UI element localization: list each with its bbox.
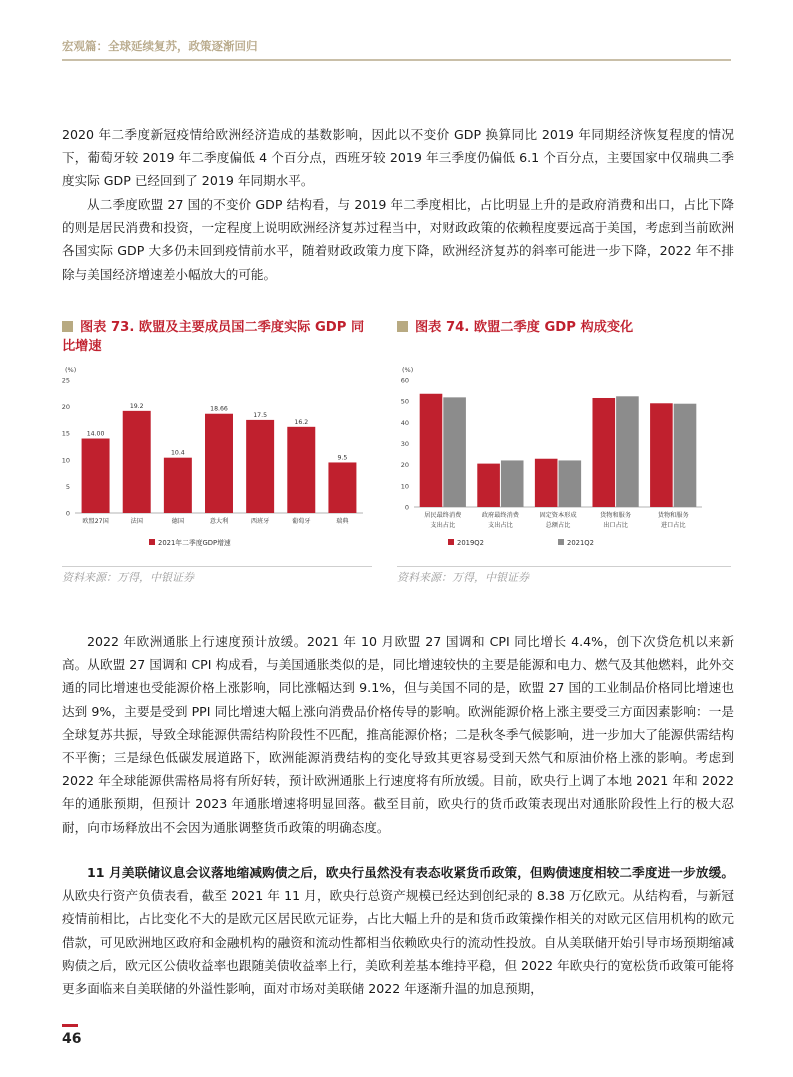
- chart-74-title: [397, 318, 727, 337]
- x-tick-label: 西班牙: [250, 518, 270, 525]
- chart-74: [390, 360, 730, 565]
- y-tick-label: 0: [65, 509, 70, 518]
- x-tick-label: 政府最终消费: [481, 512, 519, 519]
- legend-label: 2019Q2: [457, 539, 484, 547]
- chart-73-source: 资料来源：万得，中银证券: [62, 571, 194, 584]
- chart-73-source-divider: [62, 566, 372, 567]
- bar: [477, 464, 500, 507]
- paragraph-1: 2020 年二季度新冠疫情给欧洲经济造成的基数影响，因此以不变价 GDP 换算同比 2019 年同期经济恢复程度的情况下，葡萄牙较 2019 年二季度偏低 4 个百分点，西班牙较 2019 年三季度仍偏低 6.1 个百分点，主要国家中仅瑞典二季度实际 GDP 已经回到了 2019 年同期水平。: [62, 127, 734, 189]
- legend-swatch: [558, 539, 564, 545]
- x-tick-label: 进口占比: [660, 522, 686, 529]
- x-tick-label: 支出占比: [488, 522, 513, 529]
- y-tick-label: 20: [400, 461, 409, 470]
- data-label: 17.5: [253, 411, 268, 419]
- y-axis-unit-label: (%): [65, 366, 77, 374]
- chart-title-marker: [397, 321, 408, 332]
- chart-73-title-line2: 比增速: [62, 339, 102, 354]
- legend-label: 2021Q2: [567, 539, 594, 547]
- chart-74-source: 资料来源：万得，中银证券: [397, 571, 529, 584]
- chart-73-title: [62, 318, 382, 356]
- y-tick-label: 40: [400, 418, 409, 427]
- paragraph-3: 2022 年欧洲通胀上行速度预计放缓。2021 年 10 月欧盟 27 国调和 CPI 同比增长 4.4%，创下次贷危机以来新高。从欧盟 27 国调和 CPI 构成看，与美国通胀类似的是，同比增速较快的主要是能源和电力、燃气及其他燃料，此外交通的同比增速也受能源价格上涨影响，同比涨幅达到 9.1%，但与美国不同的是，欧盟 27 国的工业制品价格同比增速也达到 9%，主要是受到 PPI 同比增速大幅上涨向消费品价格传导的影响。欧洲能源价格上涨主要受三方面因素影响：一是全球复苏共振，导致全球能源供需结构阶段性不匹配，推高能源价格；二是秋冬季气候影响，进一步加大了能源供需结构不平衡；三是绿色低碳发展道路下，欧洲能源消费结构的变化导致其更容易受到天然气和原油价格上涨的影响。考虑到 2022 年全球能源供需格局将有所好转，预计欧洲通胀上行速度将有所放缓。目前，欧央行上调了本地 2021 年和 2022 年的通胀预期，但预计 2023 年通胀增速将明显回落。截至目前，欧央行的货币政策表现出对通胀阶段性上行的极大忍耐，向市场释放出不会因为通胀调整货币政策的明确态度。: [62, 634, 734, 835]
- data-label: 18.66: [210, 405, 228, 413]
- data-label: 19.2: [129, 402, 144, 410]
- x-tick-label: 意大利: [209, 518, 229, 525]
- chart-73: [55, 360, 375, 565]
- bar: [674, 404, 697, 507]
- paragraph-2: 从二季度欧盟 27 国的不变价 GDP 结构看，与 2019 年二季度相比，占比明显上升的是政府消费和出口，占比下降的则是居民消费和投资，一定程度上说明欧洲经济复苏过程当中，对财政政策的依赖程度要远高于美国，考虑到当前欧洲各国实际 GDP 大多仍未回到疫情前水平，随着财政政策力度下降，欧洲经济复苏的斜率可能进一步下降，2022 年不排除与美国经济增速差小幅放大的可能。: [62, 197, 734, 282]
- paragraph-4: [62, 861, 734, 1000]
- bar: [650, 403, 673, 507]
- header-divider: [62, 59, 731, 61]
- bar: [164, 458, 192, 513]
- bar: [501, 460, 524, 507]
- legend-swatch: [448, 539, 454, 545]
- legend-label: 2021年二季度GDP增速: [158, 539, 231, 547]
- x-tick-label: 支出占比: [430, 522, 456, 529]
- paragraph-4-body: 从欧央行资产负债表看，截至 2021 年 11 月，欧央行总资产规模已经达到创纪录的 8.38 万亿欧元。从结构看，与新冠疫情前相比，占比变化不大的是欧元区居民欧元证券，占比大幅上升的是和货币政策操作相关的对欧元区信用机构的欧元借款，可见欧洲地区政府和金融机构的融资和流动性都相当依赖欧央行的流动性投放。自从美联储开始引导市场预期缩减购债之后，欧元区公债收益率也跟随美债收益率上行，美欧利差基本维持平稳，但 2022 年欧央行的宽松货币政策可能将更多面临来自美联储的外溢性影响，面对市场对美联储 2022 年逐渐升温的加息预期，: [62, 888, 734, 997]
- bar: [592, 398, 615, 507]
- y-tick-label: 10: [400, 482, 409, 491]
- bar: [205, 414, 233, 513]
- paragraph-4-lead: 11 月美联储议息会议落地缩减购债之后，欧央行虽然没有表态收紧货币政策，但购债速度相较二季度进一步放缓。: [87, 865, 734, 880]
- y-axis-unit-label: (%): [402, 366, 414, 374]
- data-label: 16.2: [294, 418, 309, 426]
- x-tick-label: 总额占比: [545, 522, 571, 529]
- bar: [616, 396, 639, 507]
- footer-accent: [62, 1024, 78, 1027]
- bar: [287, 427, 315, 513]
- bar: [443, 397, 466, 507]
- chart-73-title-line1: 图表 73. 欧盟及主要成员国二季度实际 GDP 同: [80, 320, 365, 335]
- y-tick-label: 20: [61, 403, 70, 412]
- chart-title-marker: [62, 321, 73, 332]
- bar: [328, 462, 356, 513]
- x-tick-label: 法国: [130, 518, 143, 525]
- bar: [246, 420, 274, 513]
- y-tick-label: 0: [404, 503, 409, 512]
- x-tick-label: 出口占比: [603, 522, 628, 529]
- bar: [535, 459, 558, 507]
- y-tick-label: 60: [400, 376, 409, 385]
- x-tick-label: 德国: [171, 518, 185, 525]
- page-number: 46: [62, 1031, 82, 1047]
- bar: [420, 394, 443, 507]
- x-tick-label: 欧盟27国: [82, 518, 109, 525]
- x-tick-label: 固定资本形成: [539, 512, 577, 519]
- data-label: 10.4: [170, 449, 185, 457]
- y-tick-label: 25: [61, 376, 70, 385]
- y-tick-label: 10: [61, 456, 70, 465]
- bar: [559, 460, 582, 507]
- y-tick-label: 15: [61, 429, 70, 438]
- x-tick-label: 居民最终消费: [424, 512, 462, 519]
- data-label: 14.00: [86, 430, 105, 438]
- x-tick-label: 货物和服务: [657, 512, 689, 519]
- x-tick-label: 瑞典: [336, 518, 349, 525]
- x-tick-label: 货物和服务: [600, 512, 632, 519]
- bar: [123, 411, 151, 513]
- y-tick-label: 5: [65, 482, 70, 491]
- page-header: 宏观篇：全球延续复苏，政策逐渐回归: [62, 39, 258, 53]
- bar: [82, 439, 110, 513]
- y-tick-label: 30: [400, 440, 409, 448]
- legend-swatch: [149, 539, 155, 545]
- y-tick-label: 50: [400, 397, 409, 406]
- x-tick-label: 葡萄牙: [292, 518, 311, 525]
- data-label: 9.5: [337, 454, 348, 462]
- chart-74-source-divider: [397, 566, 731, 567]
- chart-74-title-text: 图表 74. 欧盟二季度 GDP 构成变化: [415, 320, 634, 335]
